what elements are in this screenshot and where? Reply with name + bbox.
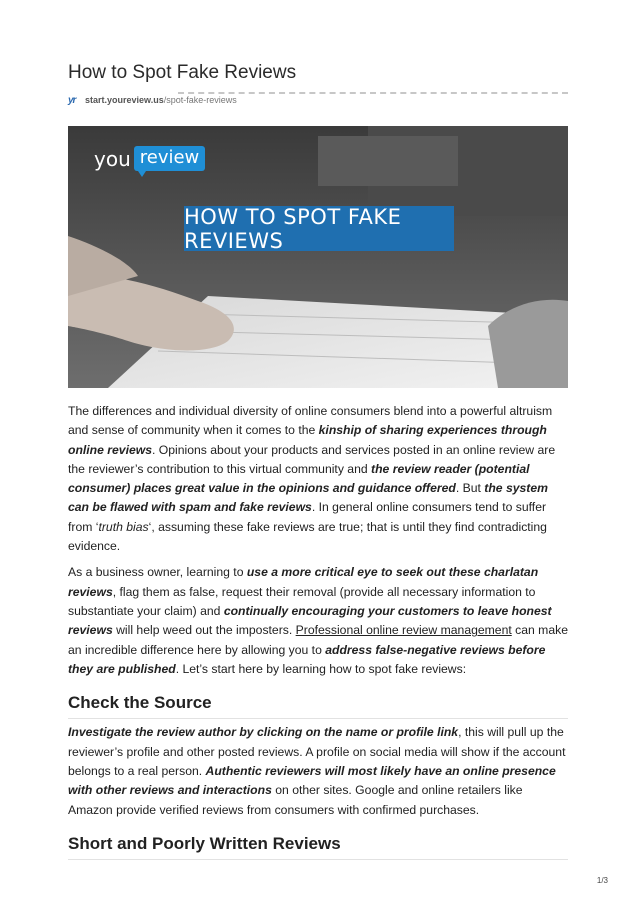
youreview-brand bbox=[94, 146, 205, 171]
paragraph-business-owner bbox=[68, 563, 568, 679]
source-domain[interactable]: start.youreview.us bbox=[85, 95, 164, 105]
page-title: How to Spot Fake Reviews bbox=[68, 62, 297, 83]
dashed-divider bbox=[178, 92, 568, 94]
body-text: , flag them as false, request their removal (provide all necessary information to substantiate your claim) and bbox=[68, 584, 536, 618]
emphasis-text: the system can be flawed with spam and fake reviews bbox=[68, 481, 548, 515]
page-number: 1/3 bbox=[596, 876, 608, 885]
heading-short-poorly-written: Short and Poorly Written Reviews bbox=[68, 834, 568, 860]
body-text: The differences and individual diversity of online consumers blend into a powerful altruism and sense of community when it comes to the bbox=[68, 404, 553, 438]
emphasis-text: the review reader (potential consumer) places great value in the opinions and guidance offered bbox=[68, 461, 530, 496]
body-text: on other sites. Google and online retailers like Amazon provide verified reviews from consumers with confirmed purchases. bbox=[68, 783, 523, 817]
youreview-logo-icon: yr bbox=[68, 95, 76, 106]
heading-check-the-source: Check the Source bbox=[68, 693, 568, 719]
emphasis-text: Investigate the review author by clicking on the name or profile link bbox=[68, 725, 459, 740]
emphasis-text: kinship of sharing experiences through online reviews bbox=[68, 423, 547, 457]
body-text: . But bbox=[455, 481, 485, 496]
body-text: ‘, assuming these fake reviews are true; that is until they find contradicting evidence. bbox=[68, 519, 547, 554]
hero-banner-text: HOW TO SPOT FAKE REVIEWS bbox=[184, 204, 402, 253]
brand-review-badge: review bbox=[134, 146, 206, 171]
emphasis-text: continually encouraging your customers to leave honest reviews bbox=[68, 603, 552, 638]
hero-image bbox=[68, 126, 568, 388]
body-text: As a business owner, learning to bbox=[68, 565, 247, 580]
paragraph-intro bbox=[68, 402, 568, 556]
body-text: will help weed out the imposters. bbox=[112, 623, 296, 638]
source-url[interactable] bbox=[85, 95, 237, 105]
hero-banner bbox=[184, 206, 454, 251]
body-text: . Opinions about your products and services posted in an online review are the reviewer’s contribution to this virtual community and bbox=[68, 442, 556, 476]
paragraph-check-source bbox=[68, 723, 568, 819]
review-management-link[interactable]: Professional online review management bbox=[295, 623, 512, 638]
body-text: can make an incredible difference here by allowing you to bbox=[68, 623, 568, 657]
brand-you-text: you bbox=[94, 146, 131, 171]
body-text: . In general online consumers tend to suffer from ‘ bbox=[68, 500, 547, 534]
source-line bbox=[68, 92, 568, 110]
article-body bbox=[68, 402, 568, 864]
emphasis-text: address false-negative reviews before they are published bbox=[68, 642, 546, 676]
source-path[interactable]: /spot-fake-reviews bbox=[163, 95, 237, 105]
emphasis-text: use a more critical eye to seek out these charlatan reviews bbox=[68, 565, 539, 599]
italic-text: truth bias bbox=[98, 519, 149, 534]
emphasis-text: Authentic reviewers will most likely have an online presence with other reviews and interactions bbox=[68, 764, 556, 798]
body-text: . Let’s start here by learning how to spot fake reviews: bbox=[175, 661, 467, 676]
body-text: , this will pull up the reviewer’s profile and other posted reviews. A profile on social media will show if the account belongs to a real person. bbox=[68, 725, 566, 779]
